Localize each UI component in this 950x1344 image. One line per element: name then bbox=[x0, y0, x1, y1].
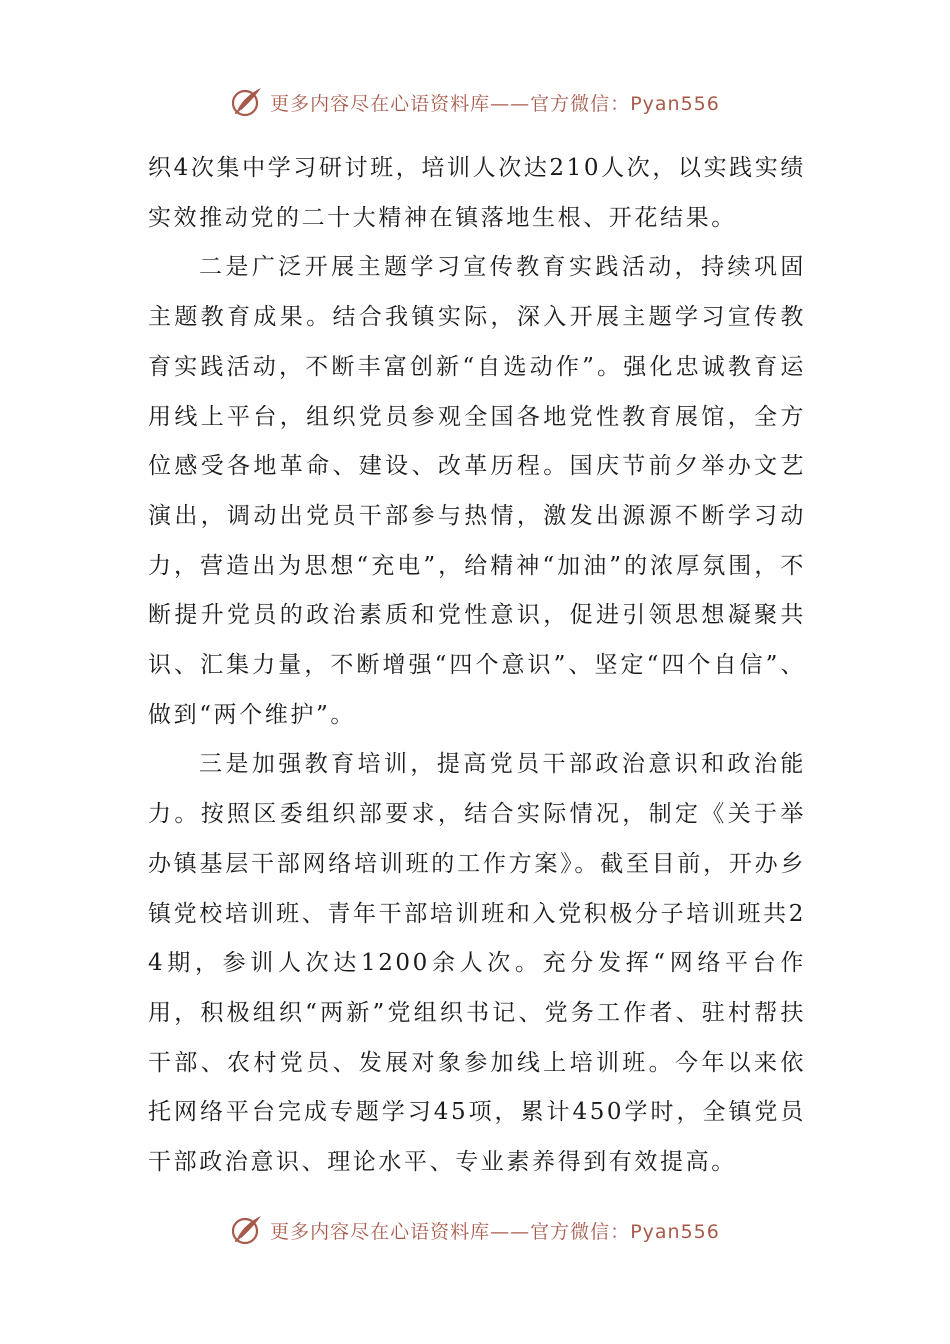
banner-site-name: 更多内容尽在心语资料库 bbox=[270, 1220, 491, 1243]
quill-pen-logo-icon bbox=[230, 85, 264, 119]
document-body bbox=[148, 144, 806, 1188]
paragraph-continuation: 织4次集中学习研讨班，培训人次达210人次，以实践实绩实效推动党的二十大精神在镇落地生根、开花结果。 bbox=[148, 155, 806, 231]
banner-dash: —— bbox=[490, 1220, 531, 1243]
banner-text bbox=[270, 1217, 720, 1244]
header-banner bbox=[0, 82, 950, 122]
quill-pen-logo-icon bbox=[230, 1213, 264, 1247]
banner-wechat-label: 官方微信： bbox=[530, 1220, 631, 1243]
banner-wechat-id: Pyan556 bbox=[630, 92, 720, 115]
banner-site-name: 更多内容尽在心语资料库 bbox=[270, 92, 491, 115]
footer-banner bbox=[0, 1210, 950, 1250]
paragraph-point-two: 二是广泛开展主题学习宣传教育实践活动，持续巩固主题教育成果。结合我镇实际，深入开展主题学习宣传教育实践活动，不断丰富创新“自选动作”。强化忠诚教育运用线上平台，组织党员参观全国各地党性教育展馆，全方位感受各地革命、建设、改革历程。国庆节前夕举办文艺演出，调动出党员干部参与热情，激发出源源不断学习动力，营造出为思想“充电”，给精神“加油”的浓厚氛围，不断提升党员的政治素质和党性意识，促进引领思想凝聚共识、汇集力量，不断增强“四个意识”、坚定“四个自信”、做到“两个维护”。 bbox=[148, 254, 806, 728]
banner-wechat-label: 官方微信： bbox=[530, 92, 631, 115]
banner-dash: —— bbox=[490, 92, 531, 115]
paragraph-point-three: 三是加强教育培训，提高党员干部政治意识和政治能力。按照区委组织部要求，结合实际情况，制定《关于举办镇基层干部网络培训班的工作方案》。截至目前，开办乡镇党校培训班、青年干部培训班和入党积极分子培训班共24期，参训人次达1200余人次。充分发挥“网络平台作用，积极组织“两新”党组织书记、党务工作者、驻村帮扶干部、农村党员、发展对象参加线上培训班。今年以来依托网络平台完成专题学习45项，累计450学时，全镇党员干部政治意识、理论水平、专业素养得到有效提高。 bbox=[148, 751, 806, 1176]
banner-text bbox=[270, 89, 720, 116]
banner-wechat-id: Pyan556 bbox=[630, 1220, 720, 1243]
